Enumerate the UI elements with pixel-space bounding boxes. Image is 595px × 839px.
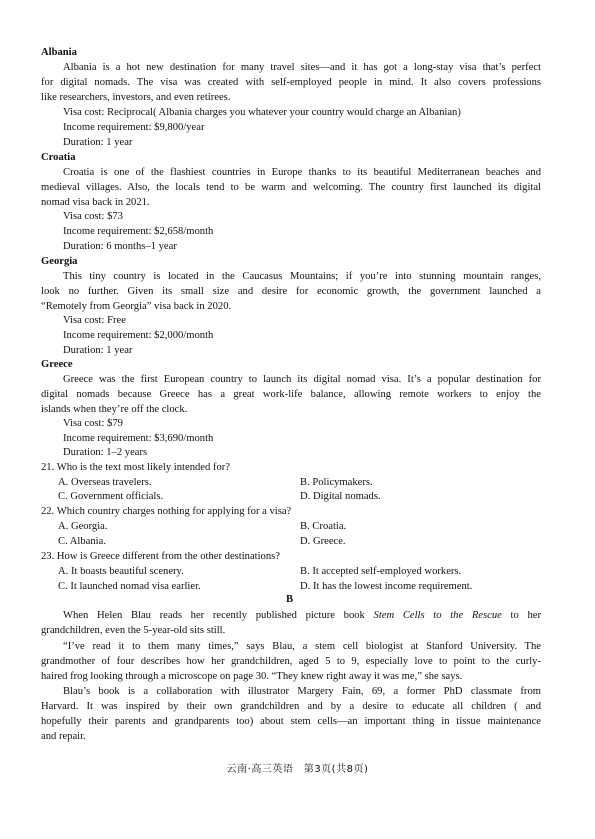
georgia-paragraph-line: “Remotely from Georgia” visa back in 2020. xyxy=(41,301,232,312)
albania-paragraph-line: Albania is a hot new destination for many travel sites—and it has got a long-stay visa that’s perfect xyxy=(63,62,541,73)
georgia-paragraph-line: look no further. Given its small size and desire for economic growth, the government launched a xyxy=(41,286,541,297)
georgia-duration: Duration: 1 year xyxy=(63,345,133,356)
answer-option: C. Government officials. xyxy=(58,491,164,502)
passage-line xyxy=(63,609,541,623)
answer-option: D. Greece. xyxy=(300,536,346,547)
answer-option: B. It accepted self-employed workers. xyxy=(300,566,462,577)
georgia-income-requirement: Income requirement: $2,000/month xyxy=(63,330,214,341)
passage-line: grandchildren, even the 5-year-old sits still. xyxy=(41,625,226,636)
question-stem: 22. Which country charges nothing for applying for a visa? xyxy=(41,506,292,517)
section-b-label: B xyxy=(286,594,294,605)
georgia-visa-cost: Visa cost: Free xyxy=(63,315,126,326)
answer-option: D. It has the lowest income requirement. xyxy=(300,581,473,592)
georgia-paragraph-line: This tiny country is located in the Caucasus Mountains; if you’re into stunning mountain ranges, xyxy=(63,271,541,282)
answer-option: C. Albania. xyxy=(58,536,106,547)
answer-option: B. Croatia. xyxy=(300,521,347,532)
answer-option: D. Digital nomads. xyxy=(300,491,381,502)
passage-text: When Helen Blau reads her recently published picture book xyxy=(63,610,374,621)
passage-text: to her xyxy=(501,610,541,621)
question-stem: 21. Who is the text most likely intended for? xyxy=(41,462,230,473)
albania-paragraph-line: for digital nomads. The visa was created with self-employed people in mind. It also covers professions xyxy=(41,77,541,88)
greece-paragraph-line: islands when they’re off the clock. xyxy=(41,404,188,415)
page-footer: 云南·高三英语 第3页(共8页) xyxy=(226,764,369,775)
answer-option: A. It boasts beautiful scenery. xyxy=(58,566,184,577)
croatia-income-requirement: Income requirement: $2,658/month xyxy=(63,226,214,237)
passage-line: hopefully their parents and grandparents too) about stem cells—an important thing in tissue maintenance xyxy=(41,716,541,727)
georgia-heading: Georgia xyxy=(41,256,78,267)
croatia-paragraph-line: Croatia is one of the flashiest countries in Europe thanks to its beautiful Mediterranean beaches and xyxy=(63,167,541,178)
albania-heading: Albania xyxy=(41,47,77,58)
greece-visa-cost: Visa cost: $79 xyxy=(63,418,123,429)
albania-paragraph-line: like researchers, investors, and even retirees. xyxy=(41,92,231,103)
passage-line: and repair. xyxy=(41,731,86,742)
book-title: Stem Cells to the Rescue xyxy=(373,610,502,621)
answer-option: B. Policymakers. xyxy=(300,477,373,488)
albania-duration: Duration: 1 year xyxy=(63,137,133,148)
passage-line: Blau’s book is a collaboration with illustrator Margery Fain, 69, a former PhD classmate from xyxy=(63,686,541,697)
greece-income-requirement: Income requirement: $3,690/month xyxy=(63,433,214,444)
answer-option: A. Overseas travelers. xyxy=(58,477,152,488)
passage-line: grandmother of four describes how her grandchildren, aged 5 to 9, especially love to point to the curly- xyxy=(41,656,541,667)
croatia-duration: Duration: 6 months–1 year xyxy=(63,241,177,252)
answer-option: A. Georgia. xyxy=(58,521,108,532)
croatia-heading: Croatia xyxy=(41,152,76,163)
albania-income-requirement: Income requirement: $9,800/year xyxy=(63,122,205,133)
answer-option: C. It launched nomad visa earlier. xyxy=(58,581,201,592)
albania-visa-cost: Visa cost: Reciprocal( Albania charges you whatever your country would charge an Albanian) xyxy=(63,107,461,118)
croatia-paragraph-line: medieval villages. Also, the locals tend to be warm and welcoming. The country first launched its digital xyxy=(41,182,541,193)
croatia-visa-cost: Visa cost: $73 xyxy=(63,211,123,222)
greece-duration: Duration: 1–2 years xyxy=(63,447,148,458)
passage-line: Harvard. It was inspired by their own grandchildren and by a desire to educate all children ( and xyxy=(41,701,541,712)
greece-paragraph-line: digital nomads because Greece has a great work-life balance, allowing remote workers to enjoy the xyxy=(41,389,541,400)
passage-line: “I’ve read it to them many times,” says Blau, a stem cell biologist at Stanford University. The xyxy=(63,641,541,652)
greece-heading: Greece xyxy=(41,359,73,370)
question-stem: 23. How is Greece different from the other destinations? xyxy=(41,551,280,562)
croatia-paragraph-line: nomad visa back in 2021. xyxy=(41,197,150,208)
greece-paragraph-line: Greece was the first European country to launch its digital nomad visa. It’s a popular destination for xyxy=(63,374,541,385)
passage-line: haired frog looking through a microscope on page 30. “They knew right away it was me,” she says. xyxy=(41,671,463,682)
